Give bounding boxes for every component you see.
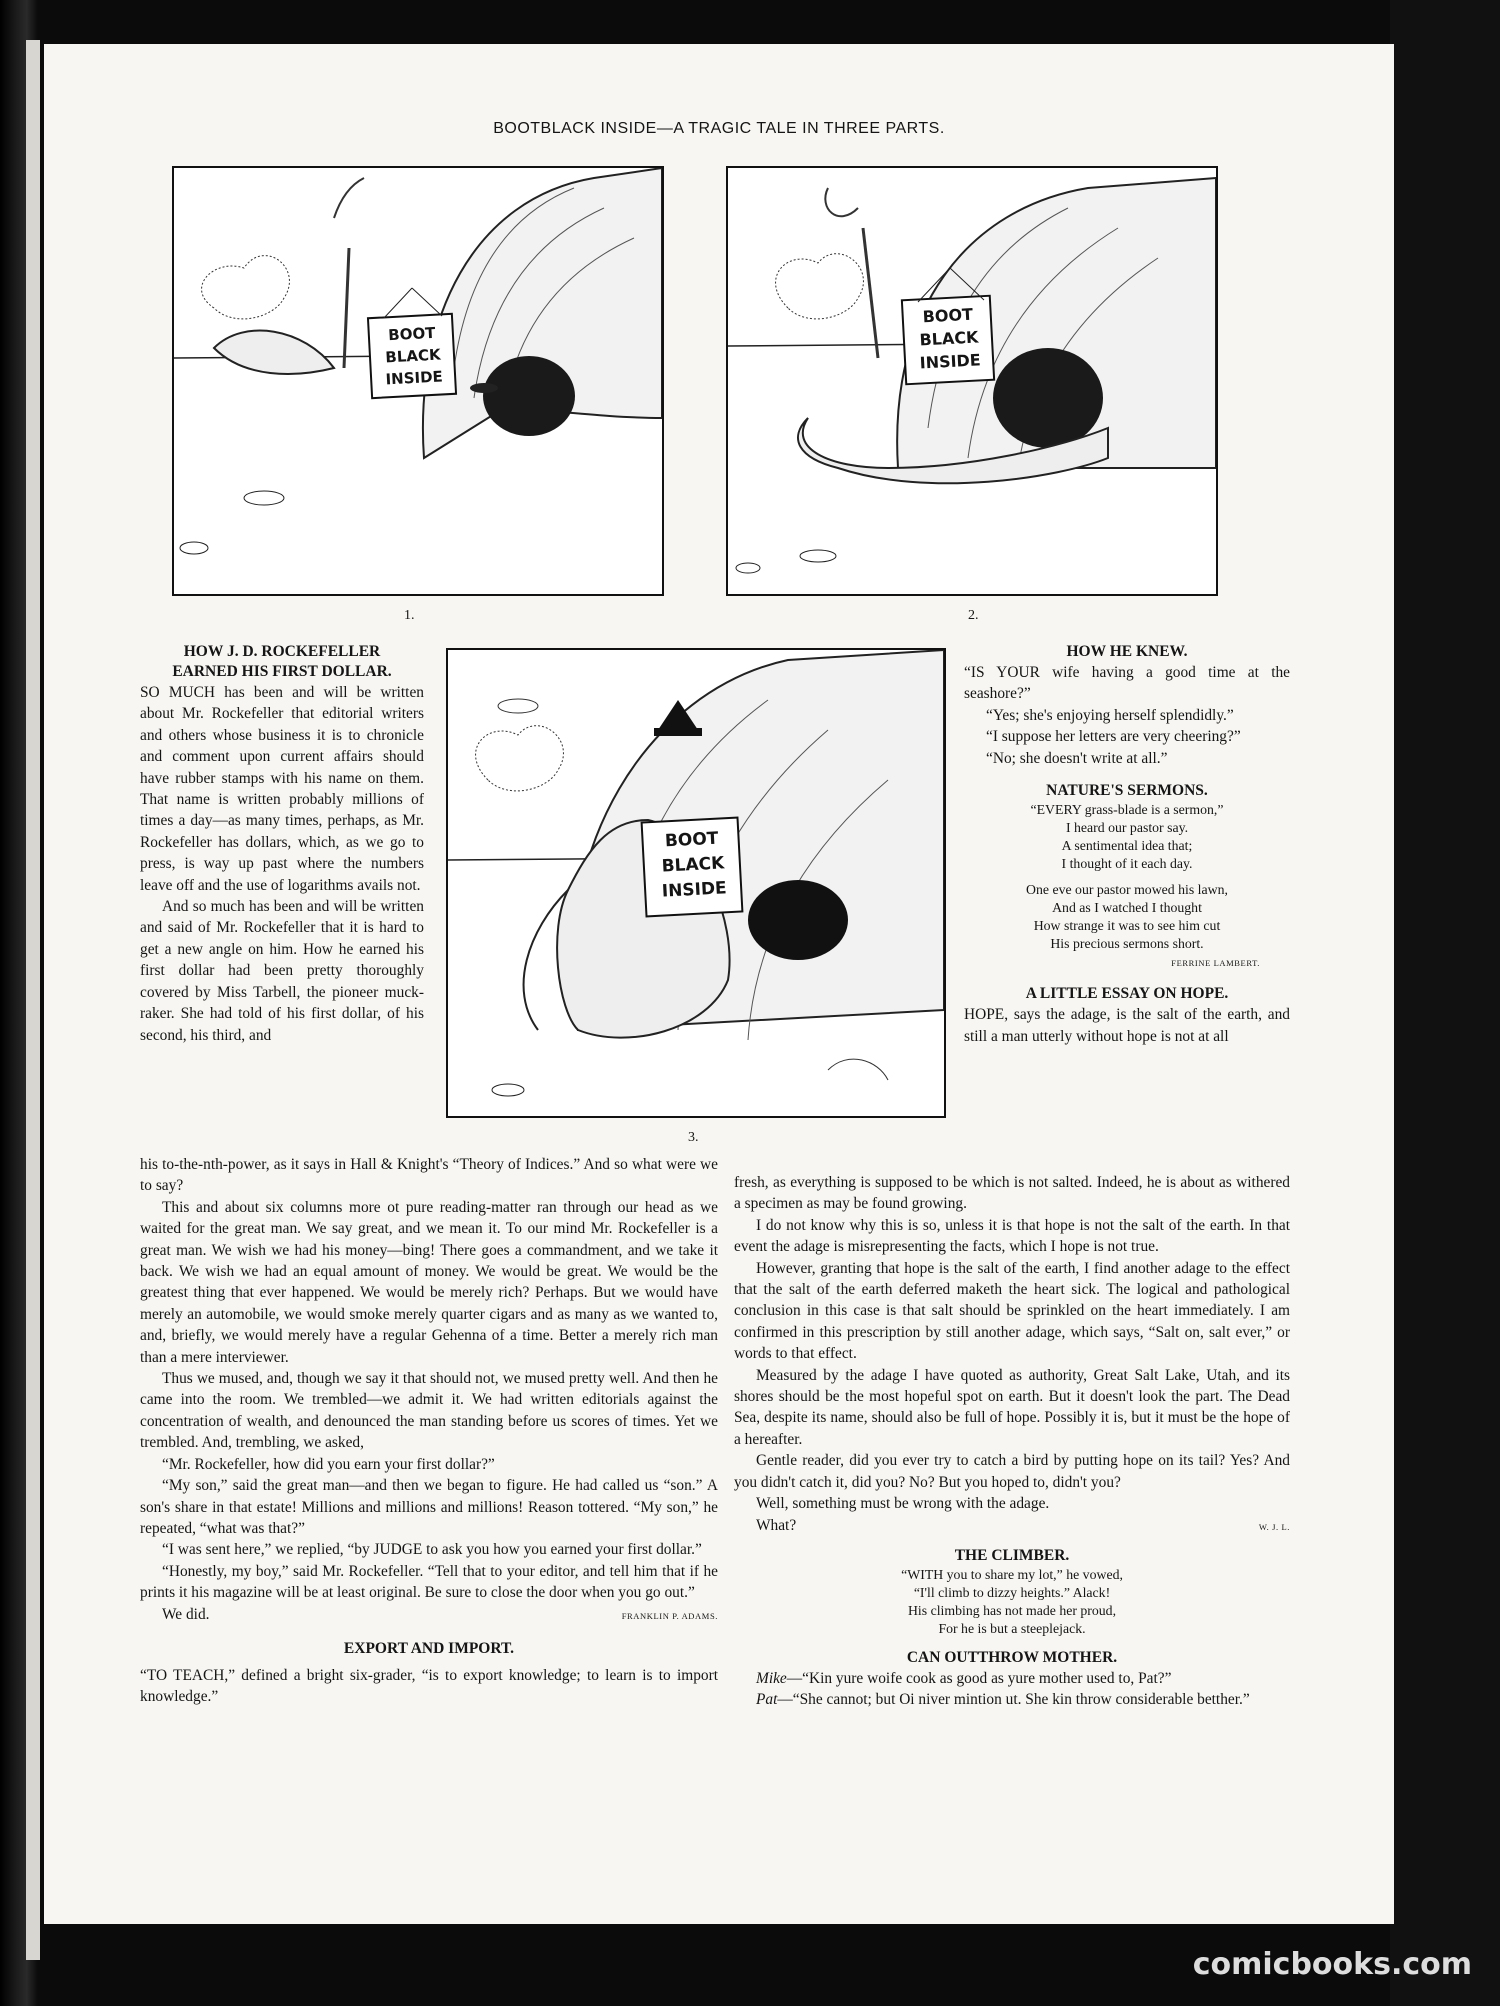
hope-paragraph-2: I do not know why this is so, unless it is that hope is not the salt of the earth. In that event the adage is misrepresenting the facts, which I hope is not true. (734, 1216, 1290, 1256)
panel-3-sign-line-3: INSIDE (661, 878, 728, 902)
rockefeller-paragraph-3: This and about six columns more ot pure reading-matter ran through our head as we waited for the great man. We say great, and we mean it. To our mind Mr. Rockefeller is a great man. We wish we had his money—bing! There goes a commandment, and we take it back. We wish we had an equal amount of money. We would be great. We would be the greatest thing that ever happened. We would be merely rich? Perhaps. But we would have merely an automobile, we would smoke merely quarter cigars and as many as we wanted to, and, briefly, we would merely have a regular Gehenna of a time. Better a merely rich man than a mere interviewer. (140, 1198, 718, 1366)
rockefeller-paragraph-2: And so much has been and will be written and said of Mr. Rockefeller that it is hard to get a new angle on him. How he earned his first dollar had been pretty thoroughly covered by Miss Tarbell, the pioneer muck-raker. She had told of his first dollar, of his second, his third, and (140, 898, 424, 1044)
sermon-line-8: His precious sermons short. (1050, 936, 1204, 952)
panel-2-illustration (728, 168, 1216, 594)
panel-3-sign (646, 826, 740, 906)
comic-panel-2 (726, 166, 1218, 596)
sermon-line-6: And as I watched I thought (1052, 900, 1202, 916)
hope-paragraph-1b: fresh, as everything is supposed to be which is not salted. Indeed, he is about as withered a specimen as may be found growing. (734, 1174, 1290, 1213)
rockefeller-article-body (140, 1154, 718, 1708)
sermon-line-1: “EVERY grass-blade is a sermon,” (1030, 802, 1224, 818)
how-he-knew-line-3: “I suppose her letters are very cheering?” (986, 728, 1241, 746)
panel-1-sign-line-3: INSIDE (385, 367, 444, 389)
panel-1-sign (372, 321, 453, 391)
climber-line-4: For he is but a steeplejack. (938, 1620, 1086, 1636)
hope-signature: W. J. L. (1258, 1521, 1290, 1532)
panel-2-sign-line-3: INSIDE (919, 350, 982, 373)
hope-paragraph-1a: HOPE, says the adage, is the salt of the earth, and still a man utterly without hope is not at all (964, 1006, 1290, 1045)
right-column (964, 642, 1290, 1047)
rockefeller-paragraph-7: “I was sent here,” we replied, “by JUDGE to ask you how you earned your first dollar.” (162, 1541, 702, 1559)
panel-2-sign-line-1: BOOT (922, 304, 974, 327)
climber-line-3: His climbing has not made her proud, (907, 1602, 1117, 1618)
page-header: BOOTBLACK INSIDE—A TRAGIC TALE IN THREE PARTS. (493, 120, 945, 137)
pat-text: “She cannot; but Oi niver mintion ut. She kin throw considerable betther.” (792, 1691, 1250, 1709)
rockefeller-paragraph-4: Thus we mused, and, though we say it that should not, we mused pretty well. And then he came into the room. We trembled—we admit it. We had written editorials against the concentration of wealth, and denounced the man standing before us scores of times. Yet we trembled. And, trembling, we asked, (140, 1370, 718, 1452)
sermon-line-4: I thought of it each day. (1061, 856, 1193, 872)
panel-2-sign (906, 302, 991, 375)
how-he-knew-line-4: “No; she doesn't write at all.” (986, 749, 1168, 767)
hope-paragraph-7: What? (756, 1516, 797, 1534)
sermon-line-5: One eve our pastor mowed his lawn, (1026, 882, 1228, 898)
panel-1-sign-line-2: BLACK (384, 345, 442, 367)
mike-line: Mike—“Kin yure woife cook as good as yure mother used to, Pat?” (756, 1669, 1172, 1687)
how-he-knew-title: HOW HE KNEW. (1066, 643, 1188, 660)
climber-line-2: “I'll climb to dizzy heights.” Alack! (913, 1584, 1111, 1600)
panel-3-sign-line-2: BLACK (661, 853, 725, 877)
mike-text: “Kin yure woife cook as good as yure mother used to, Pat?” (802, 1669, 1172, 1687)
export-text: “TO TEACH,” defined a bright six-grader, “is to export knowledge; to learn is to import knowledge.” (140, 1666, 718, 1706)
panel-3-number: 3. (688, 1130, 699, 1145)
rockefeller-paragraph-6: “My son,” said the great man—and then we began to figure. He had called us “son.” A son's share in that estate! Millions and millions and millions! Reason tottered. “My son,” he repeated, “what was that?” (140, 1477, 718, 1537)
natures-sermons-poem (964, 801, 1290, 953)
comic-panel-3 (446, 648, 946, 1118)
rockefeller-article-top (140, 642, 424, 1046)
pat-line: Pat—“She cannot; but Oi niver mintion ut. She kin throw considerable betther.” (756, 1691, 1250, 1709)
sermons-signature: FERRINE LAMBERT. (1171, 958, 1260, 969)
rockefeller-paragraph-8: “Honestly, my boy,” said Mr. Rockefeller. “Tell that to your editor, and tell him that if he prints it his magazine will be at least original. Be sure to close the door when you go out.” (140, 1562, 718, 1602)
how-he-knew-line-1: “IS YOUR wife having a good time at the seashore?” (964, 664, 1290, 703)
rockefeller-paragraph-2b: his to-the-nth-power, as it says in Hall & Knight's “Theory of Indices.” And so what were we to say? (140, 1156, 718, 1195)
comicbooks-watermark: comicbooks.com (1192, 1947, 1472, 1982)
magazine-page (44, 44, 1394, 1924)
sermon-line-2: I heard our pastor say. (1065, 820, 1189, 836)
pat-speaker: Pat (756, 1691, 778, 1709)
climber-poem (734, 1566, 1290, 1638)
climber-title: THE CLIMBER. (954, 1546, 1070, 1564)
panel-1-sign-line-1: BOOT (387, 323, 436, 345)
sermon-line-3: A sentimental idea that; (1061, 838, 1193, 854)
rockefeller-title-line-1: HOW J. D. ROCKEFELLER (183, 643, 381, 660)
panel-3-sign-line-1: BOOT (664, 828, 719, 852)
panel-2-sign-line-2: BLACK (919, 327, 979, 350)
hope-essay-body (734, 1172, 1290, 1711)
comic-panel-1 (172, 166, 664, 596)
hope-title: A LITTLE ESSAY ON HOPE. (1025, 985, 1229, 1003)
sermon-line-7: How strange it was to see him cut (1033, 918, 1221, 934)
rockefeller-paragraph-1: SO MUCH has been and will be written about Mr. Rockefeller that editorial writers and others whose business it is to chronicle and comment upon current affairs should have rubber stamps with his name on them. That name is written probably millions of times a day—as many times, perhaps, as Mr. Rockefeller has dollars, which, as we go to press, is way up past where the numbers leave off and the use of logarithms avails not. (140, 684, 424, 894)
page-edge-shadow (1390, 0, 1500, 2006)
rockefeller-paragraph-5: “Mr. Rockefeller, how did you earn your first dollar?” (162, 1455, 495, 1473)
hope-paragraph-5: Gentle reader, did you ever try to catch a bird by putting hope on its tail? Yes? And you didn't catch it, did you? No? But you hoped to, didn't you? (734, 1452, 1290, 1491)
rockefeller-title-line-2: EARNED HIS FIRST DOLLAR. (172, 663, 392, 680)
rockefeller-signature: FRANKLIN P. ADAMS. (621, 1610, 718, 1621)
mike-speaker: Mike (756, 1669, 787, 1687)
binding-strip (26, 40, 40, 1960)
natures-sermons-title: NATURE'S SERMONS. (1046, 782, 1208, 800)
rockefeller-paragraph-9: We did. (162, 1605, 210, 1623)
hope-paragraph-4: Measured by the adage I have quoted as authority, Great Salt Lake, Utah, and its shores should be the most hopeful spot on earth. But it doesn't look the part. The Dead Sea, despite its name, should also be full of hope. Possibly it is, but it must be the hope of a hereafter. (734, 1366, 1290, 1448)
hope-paragraph-6: Well, something must be wrong with the adage. (756, 1495, 1050, 1513)
hope-paragraph-3: However, granting that hope is the salt of the earth, I find another adage to the effect that the salt of the earth deferred maketh the heart sick. The logical and pathological conclusion in this case is that salt should be sprinkled on the heart immediately. I am confirmed in this prescription by still another adage, which says, “Salt on, salt ever,” or words to that effect. (734, 1259, 1290, 1363)
export-title: EXPORT AND IMPORT. (343, 1639, 515, 1657)
panel-2-number: 2. (968, 608, 979, 623)
climber-line-1: “WITH you to share my lot,” he vowed, (901, 1566, 1123, 1582)
how-he-knew-line-2: “Yes; she's enjoying herself splendidly.” (986, 706, 1234, 724)
outthrow-mother-title: CAN OUTTHROW MOTHER. (906, 1648, 1118, 1666)
panel-1-number: 1. (404, 608, 415, 623)
